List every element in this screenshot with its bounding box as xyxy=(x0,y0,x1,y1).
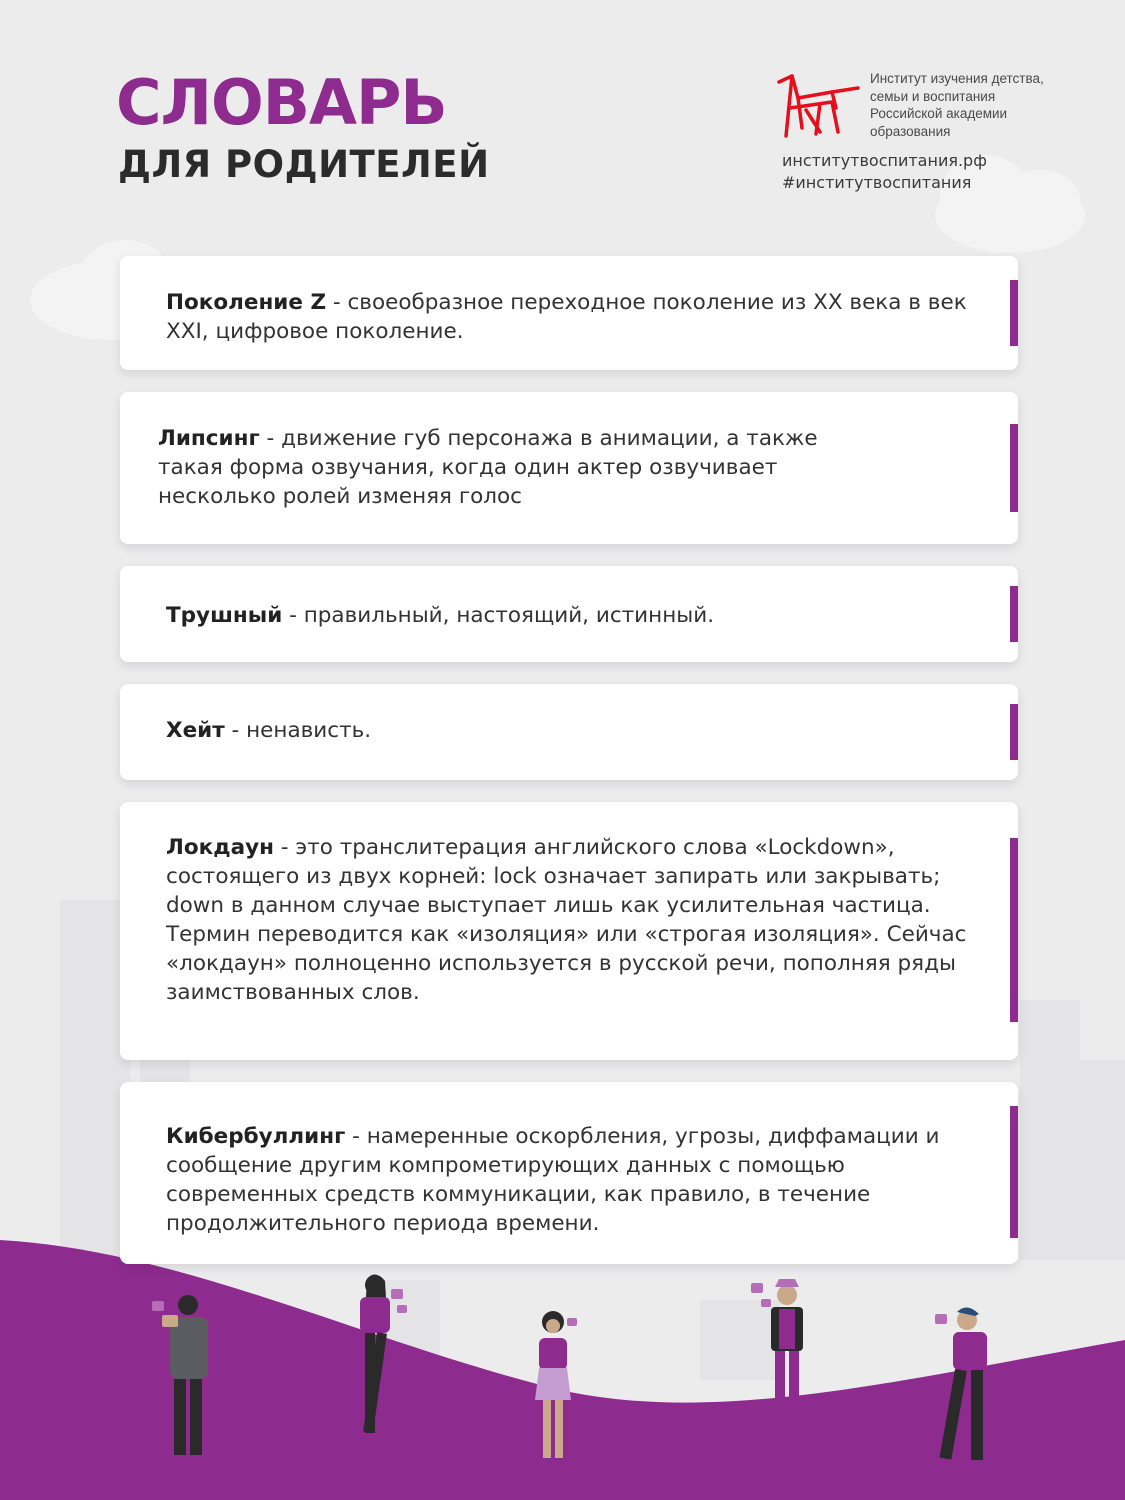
card-accent-bar xyxy=(1010,1106,1018,1238)
people-illustration xyxy=(0,1270,1125,1500)
term-title: Трушный xyxy=(166,603,283,628)
term-definition: - движение губ персонажа в анимации, а также такая форма озвучания, когда один актер озвучивает несколько ролей изменяя голос xyxy=(158,426,818,509)
card-accent-bar xyxy=(1010,704,1018,760)
term-text xyxy=(166,288,996,346)
term-card xyxy=(120,1082,1018,1264)
term-card xyxy=(120,802,1018,1060)
term-title: Локдаун xyxy=(166,835,274,860)
hashtag-text: #институтвоспитания xyxy=(782,173,972,192)
person-figure xyxy=(360,1274,407,1433)
term-definition: - ненависть. xyxy=(224,718,372,743)
term-text xyxy=(158,424,888,511)
website-link[interactable]: институтвоспитания.рф xyxy=(782,151,987,170)
person-figure xyxy=(152,1295,208,1461)
term-text xyxy=(166,716,996,745)
card-accent-bar xyxy=(1010,838,1018,1022)
term-card xyxy=(120,392,1018,544)
institute-contacts xyxy=(782,150,987,194)
term-title: Поколение Z xyxy=(166,290,327,315)
term-title: Кибербуллинг xyxy=(166,1124,346,1149)
term-title: Липсинг xyxy=(158,426,260,451)
institute-logo-icon xyxy=(776,68,862,140)
card-accent-bar xyxy=(1010,280,1018,346)
term-title: Хейт xyxy=(166,718,225,743)
term-definition: - намеренные оскорбления, угрозы, диффамации и сообщение другим компрометирующих данных с помощью современных средств коммуникации, как правило, в течение продолжительного периода времени. xyxy=(166,1124,940,1236)
term-definition: - своеобразное переходное поколение из XX века в век XXI, цифровое поколение. xyxy=(166,290,967,344)
card-accent-bar xyxy=(1010,424,1018,512)
person-figure xyxy=(751,1279,803,1447)
page-title: СЛОВАРЬ xyxy=(116,66,447,139)
institute-name-line: Институт изучения детства, xyxy=(870,71,1044,86)
institute-name-line: образования xyxy=(870,123,951,139)
person-figure xyxy=(935,1307,987,1460)
card-accent-bar xyxy=(1010,586,1018,642)
institute-name-line: семьи и воспитания xyxy=(870,88,996,104)
term-definition: - правильный, настоящий, истинный. xyxy=(282,603,715,628)
term-text xyxy=(166,833,976,1007)
institute-name xyxy=(870,70,1070,140)
term-definition: - это транслитерация английского слова «Lockdown», состоящего из двух корней: lock означает запирать или закрывать; down в данном случае выступает лишь как усилительная частица. Термин переводится как «изоляция» или «строгая изоляция». Сейчас «локдаун» полноценно используется в русской речи, пополняя ряды заимствованных слов. xyxy=(166,835,967,1005)
term-text xyxy=(166,601,996,630)
term-text xyxy=(166,1122,996,1238)
term-card xyxy=(120,684,1018,780)
institute-name-line: Российской академии xyxy=(870,106,1008,121)
term-card xyxy=(120,256,1018,370)
term-card xyxy=(120,566,1018,662)
page-subtitle: ДЛЯ РОДИТЕЛЕЙ xyxy=(118,143,490,186)
person-figure xyxy=(535,1311,577,1458)
